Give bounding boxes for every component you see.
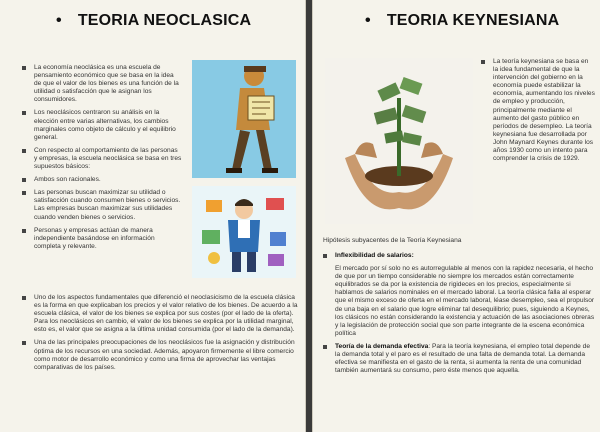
neoclasica-bullet-text: Las personas buscan maximizar su utilidad o satisfacción cuando consumen bienes o servicios. Las empresas buscan maximizar sus utilidades cuando venden bienes o servicios.: [34, 189, 181, 221]
square-bullet-icon: [323, 254, 327, 258]
square-bullet-icon: [22, 341, 26, 345]
hypothesis-item: [323, 343, 595, 375]
neoclasica-bullet: [22, 109, 182, 141]
neoclasica-bullet-text: Una de las principales preocupaciones de los neoclásicos fue la asignación y distribución óptima de los recursos en una sociedad. Además, apoyaron firmemente el libre comercio como motor de desarrollo económico y como una firma de aprovechar las ventajas comparativas de los países.: [34, 339, 295, 371]
keynesiana-intro-text: La teoría keynesiana se basa en la idea fundamental de que la intervención del gobierno en la economía puede estabilizar la economía, aumentando los niveles de empleo y producción, principalmente mediante el aumento del gasto público en períodos de desempleo. La teoría keynesiana fue desarrollada por John Maynard Keynes durante los años 1930 como un intento para comprender la crisis de 1929.: [493, 58, 595, 163]
neoclasica-bullet-text: Ambos son racionales.: [34, 176, 101, 184]
square-bullet-icon: [22, 111, 26, 115]
hypothesis-heading: Teoría de la demanda efectiva: [335, 342, 429, 350]
square-bullet-icon: [323, 345, 327, 349]
keynesiana-panel: [312, 0, 600, 432]
neoclasica-bullet-text: Con respecto al comportamiento de las personas y empresas, la escuela neoclásica se basa en tres supuestos básicos:: [34, 146, 182, 171]
square-bullet-icon: [22, 149, 26, 153]
hypothesis-heading: Inflexibilidad de salarios:: [335, 252, 414, 259]
square-bullet-icon: [481, 60, 485, 64]
neoclasica-bullets-top: [22, 64, 182, 256]
neoclasica-bullet-text: Uno de los aspectos fundamentales que diferenció el neoclasicismo de la escuela clásica es la forma en que explicaban los precios y el valor relativo de los bienes. De acuerdo a la escuela clásica, el valor de los bienes se explica por sus costes (por el lado de la oferta). Para los neoclásicos en cambio, el valor de los bienes se explica por la utilidad marginal, esto es, el valor que se asigna a la última unidad consumida (por el lado de la demanda).: [34, 294, 298, 334]
neoclasica-title-text: TEORIA NEOCLASICA: [77, 12, 252, 29]
neoclasica-title: [56, 12, 251, 30]
neoclasica-bullet: [22, 339, 298, 371]
keynesiana-title-text: TEORIA KEYNESIANA: [386, 12, 560, 29]
neoclasica-bullet-text: La economía neoclásica es una escuela de pensamiento económico que se basa en la idea de que el valor de los bienes es una función de la utilidad o satisfacción que le asignan los consumidores.: [34, 64, 179, 104]
square-bullet-icon: [22, 178, 26, 182]
title-bullet-icon: •: [365, 12, 371, 29]
neoclasica-bullet: [22, 147, 182, 171]
hypothesis-text: El mercado por sí solo no es autorregulable al menos con la rapidez necesaria, el hecho de que por un tiempo considerable no siempre los mercados están correctamente equilibrados se da por la existencia de rigideces en los precios, especialmente si hablamos de salarios nominales en el mercado laboral. La teoría clásica falla al esperar que el mismo exceso de oferta en el mercado laboral, léase desempleo, sea el propulsor de una baja en el salario que logre eliminar tal desequilibrio; pues, siguiendo a Keynes, los clásicos no están considerando la existencia y actuación de las asociaciones obreras y la legislación de protección social que son parte integrante de la escena económica política: [335, 265, 595, 337]
neoclasica-bullet: [22, 176, 182, 184]
neoclasica-bullet-text: Los neoclásicos centraron su análisis en la elección entre varias alternativas, los cambios marginales como objeto de cálculo y el equilibrio general.: [34, 109, 176, 141]
hypothesis-item: [323, 265, 595, 338]
keynesiana-title: [365, 12, 559, 30]
neoclasica-bullet: [22, 189, 182, 221]
hypothesis-item: [323, 252, 595, 260]
keynesiana-hypotheses-list: [323, 252, 595, 380]
hypothesis-text: : Para la teoría keynesiana, el empleo total depende de la demanda total y el paro es el resultado de una falta de demanda total. La demanda efectiva se manifiesta en el gasto de la renta, si aumenta la renta de una comunidad también aumentará su consumo, pero éste menos que aquella.: [335, 342, 590, 375]
neoclasica-bullet: [22, 227, 182, 251]
square-bullet-icon: [22, 191, 26, 195]
square-bullet-icon: [22, 66, 26, 70]
square-bullet-icon: [22, 296, 26, 300]
neoclasica-bullet: [22, 64, 182, 104]
neoclasica-bullet-text: Personas y empresas actúan de manera independiente basándose en información completa y relevante.: [34, 226, 155, 250]
keynesiana-intro: [481, 58, 595, 163]
title-bullet-icon: •: [56, 12, 62, 29]
neoclasica-bullets-bottom: [22, 294, 298, 377]
hands-money-plant-photo: [325, 58, 473, 224]
neoclasica-bullet: [22, 294, 298, 334]
economist-clipboard-illustration: [192, 60, 296, 178]
hypotheses-title: Hipótesis subyacentes de la Teoría Keynesiana: [323, 237, 462, 244]
worker-graphs-illustration: [192, 186, 296, 278]
square-bullet-icon: [22, 229, 26, 233]
